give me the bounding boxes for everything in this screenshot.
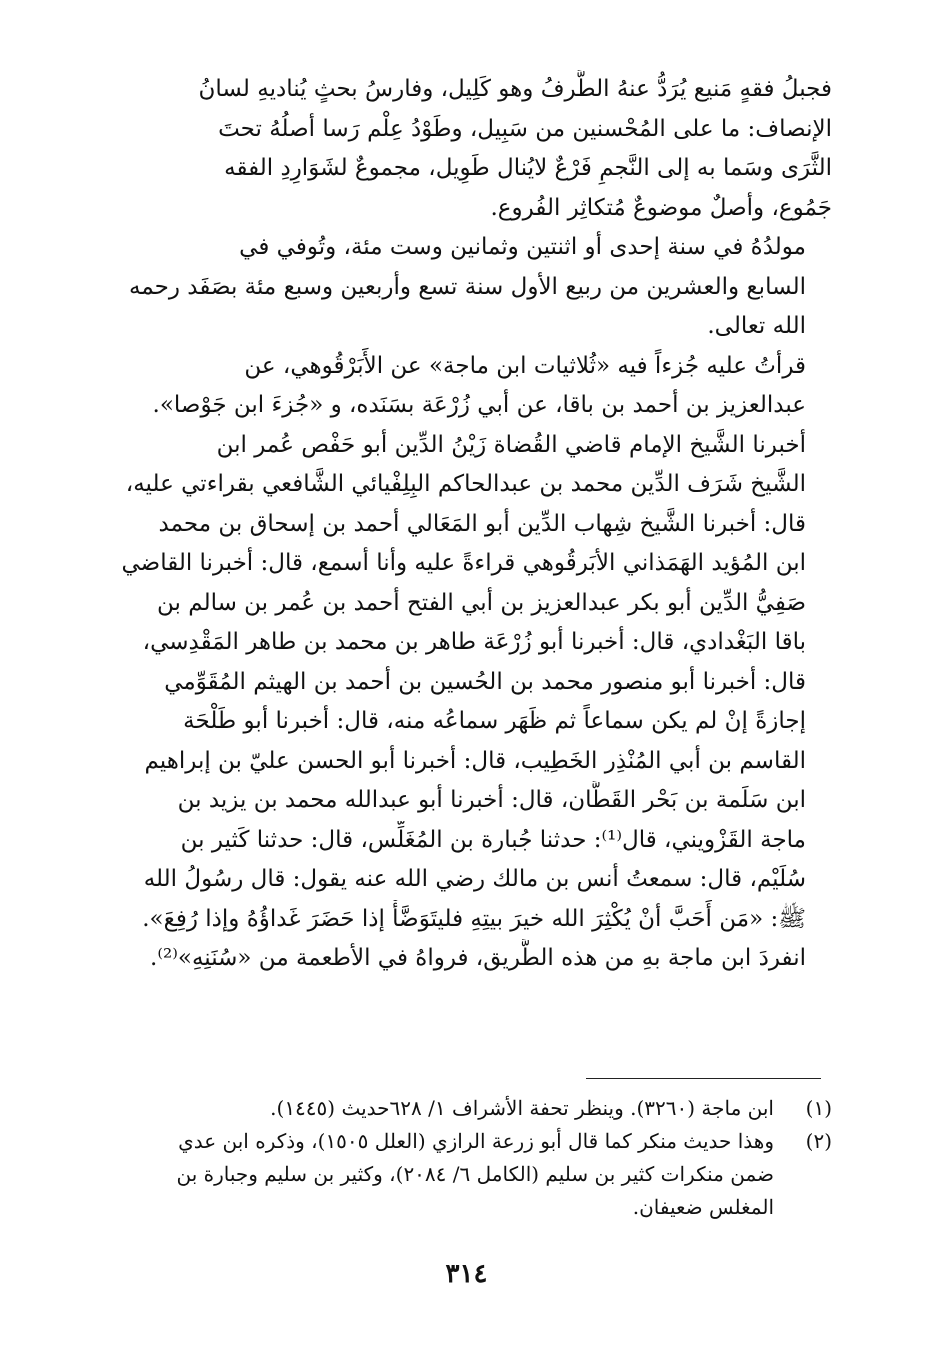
paragraph-isnad — [110, 426, 832, 940]
footnote-line: المغلس ضعيفان. — [632, 1195, 774, 1219]
paragraph-reading — [110, 347, 832, 426]
footnote-line: ابن ماجة (٣٢٦٠). وينظر تحفة الأشراف ١/ ٦٢٨حديث (١٤٤٥). — [270, 1096, 774, 1120]
text-line: السابع والعشرين من ربيع الأول سنة تسع وأربعين وسبع مئة بصَفَد رحمه — [129, 273, 806, 300]
paragraph-conclusion — [110, 939, 832, 979]
text-line: ابن المُؤيد الهَمَذاني الأبَرقُوهي قراءةً عليه وأنا أسمع، قال: أخبرنا القاضي — [121, 550, 806, 576]
footnote-divider — [586, 1078, 821, 1079]
footnote-1 — [110, 1092, 832, 1125]
text-line: قال: أخبرنا أبو منصور محمد بن الحُسين بن أحمد بن الهيثم المُقَوِّمي — [164, 668, 806, 695]
text-line: قرأتُ عليه جُزءاً فيه «ثُلاثيات ابن ماجة» عن الأَبَرْقُوهي، عن — [244, 352, 806, 379]
footnote-text — [110, 1092, 774, 1125]
text-line: جَمُوع، وأصلٌ موضوعٌ مُتكاثِر الفُروع. — [490, 194, 832, 221]
text-line: باقا البَغْدادي، قال: أخبرنا أبو زُرْعَة طاهر بن محمد بن طاهر المَقْدِسي، — [142, 629, 806, 655]
text-line: عبدالعزيز بن أحمد بن باقا، عن أبي زُرْعَة بسَنَده، و «جُزءَ ابن جَوْصا». — [152, 392, 806, 418]
paragraph-praise — [110, 70, 832, 228]
text-line: الثَّرَى وسَما به إلى النَّجمِ فَرْعٌ لايُنال طَوِيل، مجموعٌ لشَوَارِدِ الفقه — [224, 155, 832, 181]
footnotes — [110, 1092, 832, 1224]
footnote-line: ضمن منكرات كثير بن سليم (الكامل ٦/ ٢٠٨٤)، وكثير بن سليم وجبارة بن — [176, 1162, 774, 1186]
text-line: ماجة القَزْويني، قال⁽¹⁾: حدثنا جُبارة بن المُغَلِّس، قال: حدثنا كَثير بن — [180, 826, 806, 853]
text-line: قال: أخبرنا الشَّيخ شِهاب الدِّين أبو المَعَالي أحمد بن إسحاق بن محمد — [158, 510, 806, 537]
main-text — [110, 70, 832, 979]
text-line: القاسم بن أبي المُنْذِر الخَطِيب، قال: أخبرنا أبو الحسن عليّ بن إبراهيم — [144, 747, 806, 774]
text-line: الإنصاف: ما على المُحْسنين من سَبِيل، وطَوْدُ عِلْم رَسا أصلُهُ تحتَ — [218, 115, 832, 142]
text-line: الله تعالى. — [707, 313, 806, 339]
text-line: الشَّيخ شَرَف الدِّين محمد بن عبدالحاكم البِلِفْيائي الشَّافعي بقراءتي عليه، — [125, 471, 806, 497]
paragraph-birth-death — [110, 228, 832, 347]
footnote-number: (٢) — [805, 1129, 832, 1153]
text-line: صَفِيُّ الدِّين أبو بكر عبدالعزيز بن أبي الفتح أحمد بن عُمر بن سالم بن — [157, 589, 806, 616]
text-line: أخبرنا الشَّيخ الإمام قاضي القُضاة زَيْنُ الدِّين أبو حَفْص عُمر ابن — [216, 431, 806, 458]
text-line: ﷺ: «مَن أَحَبَّ أنْ يُكْثِرَ الله خيرَ بيتِهِ فليتَوَضَّأْ إذا حَضَرَ غَداؤُهُ وإذا رُفِعَ». — [142, 905, 806, 932]
text-line: انفردَ ابن ماجة بهِ من هذه الطَّريق، فرواهُ في الأطعمة من «سُنَنِهِ»⁽²⁾. — [150, 945, 806, 971]
text-line: سُلَيْم، قال: سمعتُ أنس بن مالك رضي الله عنه يقول: قال رسُولُ الله — [143, 866, 806, 892]
footnote-2 — [110, 1125, 832, 1224]
footnote-number: (١) — [805, 1096, 832, 1120]
text-line: فجبلُ فقهٍ مَنيع يُرَدُّ عنهُ الطَّرفُ وهو كَلِيل، وفارسُ بحثٍ يُناديهِ لسانُ — [198, 76, 832, 102]
footnote-text — [110, 1125, 774, 1224]
page-number: ٣١٤ — [445, 1259, 488, 1289]
text-line: إجازةً إنْ لم يكن سماعاً ثم ظَهَر سماعُه منه، قال: أخبرنا أبو طَلْحَة — [183, 708, 806, 734]
text-line: ابن سَلَمة بن بَحْر القَطَّان، قال: أخبرنا أبو عبدالله محمد بن يزيد بن — [177, 787, 806, 813]
footnote-line: وهذا حديث منكر كما قال أبو زرعة الرازي (العلل ١٥٠٥)، وذكره ابن عدي — [178, 1129, 774, 1153]
text-line: مولدُهُ في سنة إحدى أو اثنتين وثمانين وست مئة، وتُوفي في — [239, 234, 806, 260]
